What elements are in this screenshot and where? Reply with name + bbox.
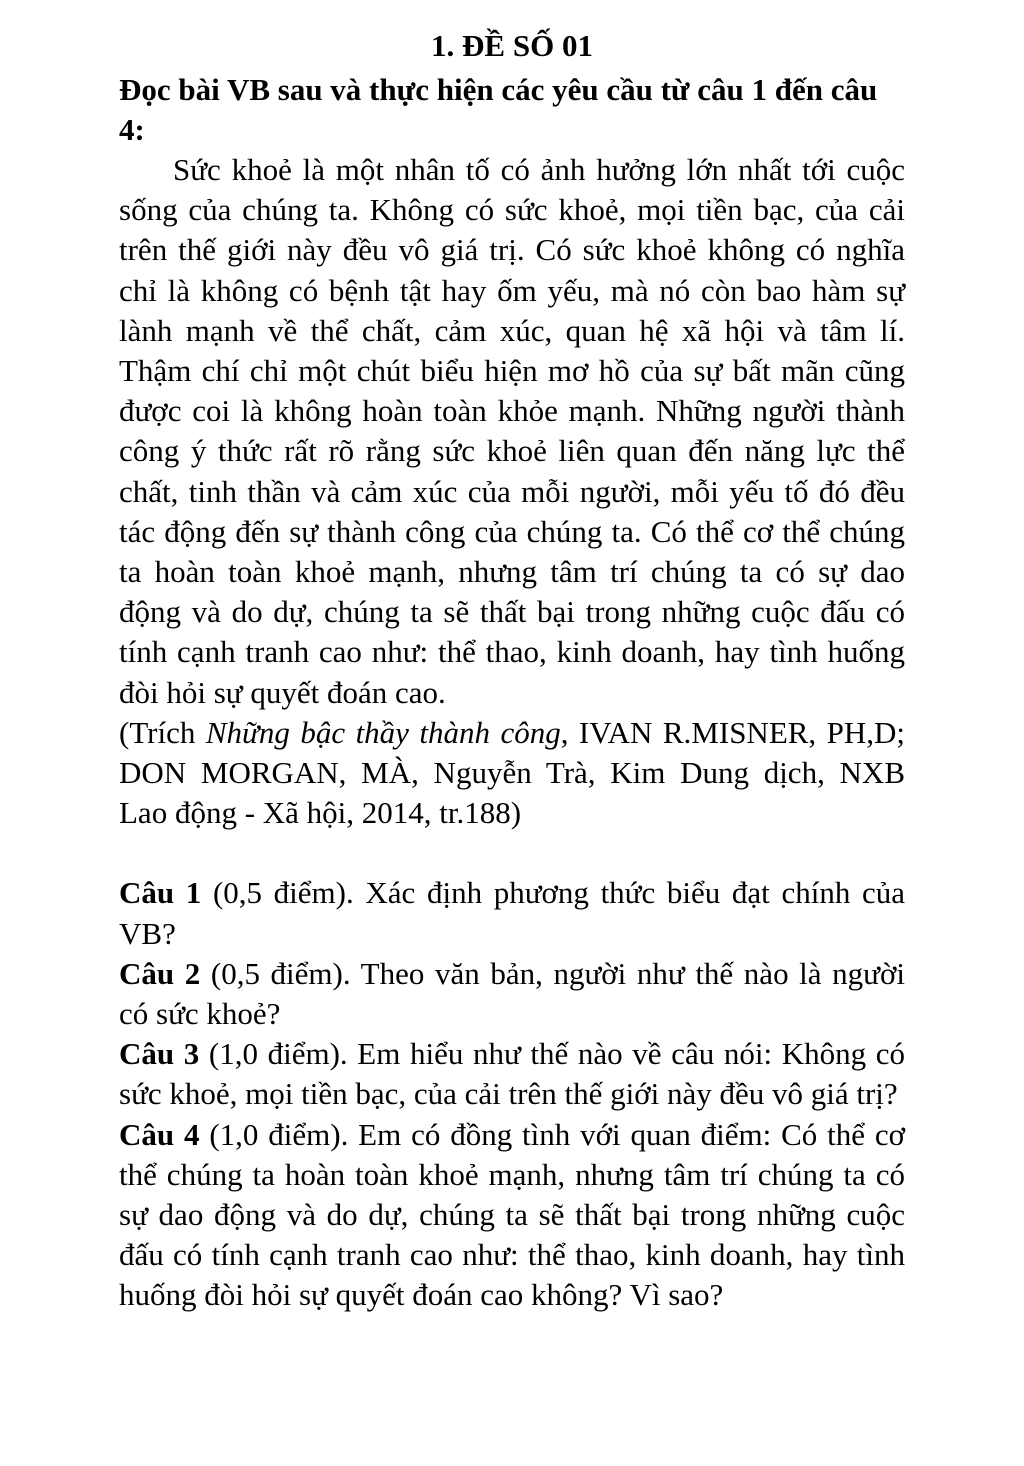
question-label: Câu 1	[119, 875, 202, 911]
passage-source	[119, 713, 905, 834]
source-details: , IVAN R.MISNER, PH,D; DON MORGAN, MÀ, Nguyễn Trà, Kim Dung dịch, NXB Lao động - Xã hội, 2014, tr.188)	[119, 714, 906, 831]
spacer	[119, 833, 905, 873]
reading-passage: Sức khoẻ là một nhân tố có ảnh hưởng lớn nhất tới cuộc sống của chúng ta. Không có sức khoẻ, mọi tiền bạc, của cải trên thế giới này đều vô giá trị. Có sức khoẻ không có nghĩa chỉ là không có bệnh tật hay ốm yếu, mà nó còn bao hàm sự lành mạnh về thể chất, cảm xúc, quan hệ xã hội và tâm lí. Thậm chí chỉ một chút biểu hiện mơ hồ của sự bất mãn cũng được coi là không hoàn toàn khỏe mạnh. Những người thành công ý thức rất rõ rằng sức khoẻ liên quan đến năng lực thể chất, tinh thần và cảm xúc của mỗi người, mỗi yếu tố đó đều tác động đến sự thành công của chúng ta. Có thể cơ thể chúng ta hoàn toàn khoẻ mạnh, nhưng tâm trí chúng ta có sự dao động và do dự, chúng ta sẽ thất bại trong những cuộc đấu có tính cạnh tranh cao như: thể thao, kinh doanh, hay tình huống đòi hỏi sự quyết đoán cao.	[119, 152, 905, 710]
question-text: (0,5 điểm). Xác định phương thức biểu đạt chính của VB?	[119, 875, 905, 951]
source-book-title: Những bậc thầy thành công	[205, 714, 561, 750]
question-text: (0,5 điểm). Theo văn bản, người như thế nào là người có sức khoẻ?	[119, 955, 905, 1032]
question-1	[119, 873, 905, 953]
source-prefix: (Trích	[119, 714, 206, 750]
question-label: Câu 4	[119, 1116, 200, 1152]
question-text: (1,0 điểm). Em hiểu như thế nào về câu nói: Không có sức khoẻ, mọi tiền bạc, của cải trên thế giới này đều vô giá trị?	[119, 1036, 905, 1112]
question-2	[119, 954, 905, 1034]
question-label: Câu 2	[119, 955, 201, 991]
reading-instruction: Đọc bài VB sau và thực hiện các yêu cầu từ câu 1 đến câu 4:	[119, 72, 878, 147]
question-3	[119, 1034, 905, 1114]
question-label: Câu 3	[119, 1036, 200, 1072]
exam-document	[119, 26, 905, 1316]
exam-title: 1. ĐỀ SỐ 01	[431, 28, 593, 63]
question-4	[119, 1115, 905, 1316]
question-text: (1,0 điểm). Em có đồng tình với quan điểm: Có thể cơ thể chúng ta hoàn toàn khoẻ mạnh, nhưng tâm trí chúng ta có sự dao động và do dự, chúng ta sẽ thất bại trong những cuộc đấu có tính cạnh tranh cao như: thể thao, kinh doanh, hay tình huống đòi hỏi sự quyết đoán cao không? Vì sao?	[119, 1116, 905, 1313]
